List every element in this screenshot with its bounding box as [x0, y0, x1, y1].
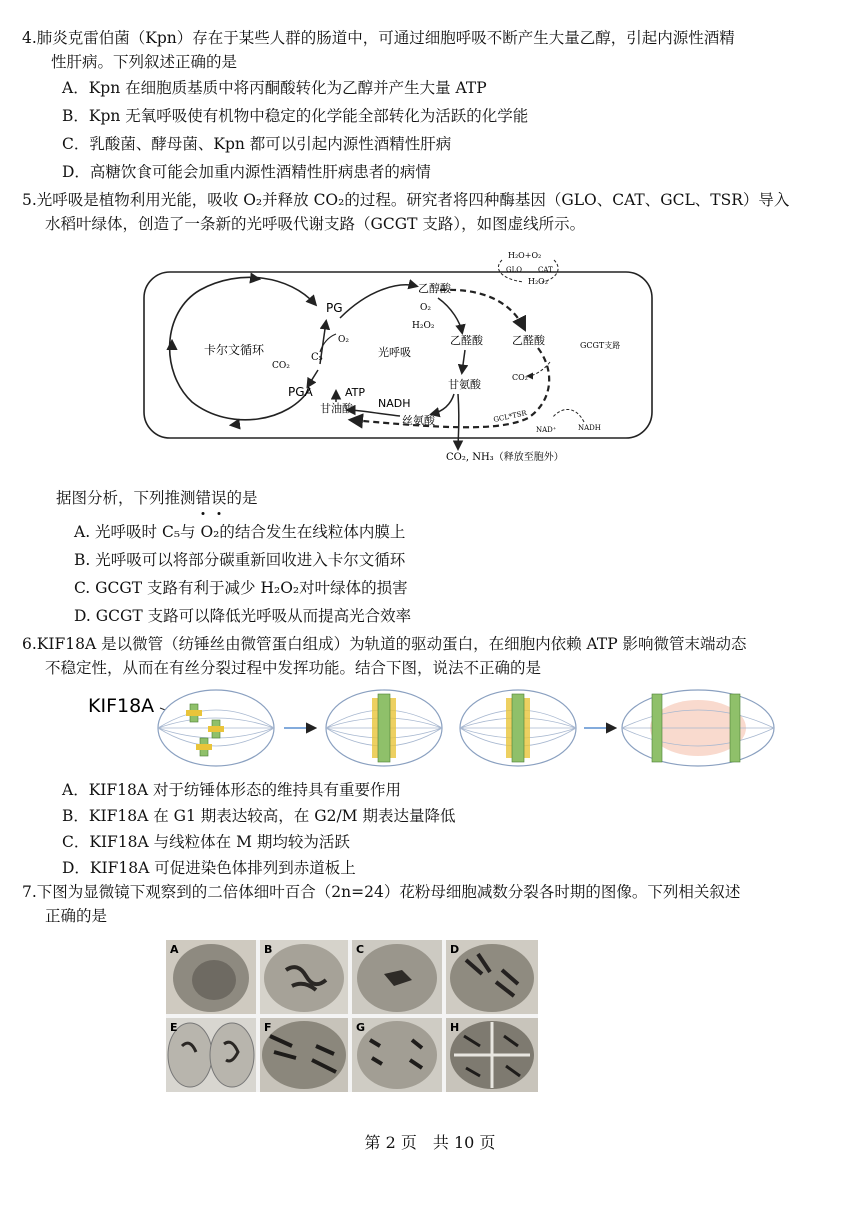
panel-e [166, 1018, 256, 1092]
cell-prophase [158, 690, 274, 766]
co2-label: CO₂ [272, 361, 290, 371]
q4-option-b: B．Kpn 无氧呼吸使有机物中稳定的化学能全部转化为活跃的化学能 [62, 107, 529, 125]
question-7 [22, 880, 842, 928]
q5-ask-post: 的是 [226, 489, 258, 507]
q5-ask-em2: 误 [211, 486, 227, 510]
q6-option-b: B．KIF18A 在 G1 期表达较高，在 G2/M 期表达量降低 [62, 807, 456, 825]
h2o-o2-label: H₂O+O₂ [508, 251, 542, 260]
o2-label: O₂ [338, 335, 349, 345]
q5-option-b: B. 光呼吸可以将部分碳重新回收进入卡尔文循环 [74, 551, 406, 569]
release-label: CO₂, NH₃（释放至胞外） [446, 452, 564, 463]
q5-ask-em1: 错 [196, 486, 212, 510]
cell-anaphase [622, 690, 774, 766]
co2b-label: CO₂ [512, 373, 528, 382]
q6-option-a: A．KIF18A 对于纺锤体形态的维持具有重要作用 [62, 781, 401, 799]
q6-stem-line1: 6.KIF18A 是以微管（纺锤丝由微管蛋白组成）为轨道的驱动蛋白，在细胞内依赖 ATP 影响微管末端动态 [22, 635, 747, 653]
panel-d-label: D [450, 943, 460, 956]
panel-a [166, 940, 256, 1014]
panel-c-label: C [356, 943, 365, 956]
panel-b-label: B [264, 943, 273, 956]
serine-label: 丝氨酸 [402, 414, 435, 427]
nadh2-label: NADH [578, 424, 601, 432]
q6-stem-line2: 不稳定性，从而在有丝分裂过程中发挥功能。结合下图，说法不正确的是 [45, 659, 542, 677]
panel-f [260, 1018, 348, 1092]
pga-label: PGA [288, 385, 313, 399]
panel-h [446, 1018, 538, 1092]
q4-stem-line1: 4.肺炎克雷伯菌（Kpn）存在于某些人群的肠道中，可通过细胞呼吸不断产生大量乙醇，引起内源性酒精 [22, 29, 735, 47]
question-6 [22, 632, 842, 680]
glo-label: GLO [506, 266, 522, 274]
q5-ask [56, 486, 258, 510]
q7-stem-line2: 正确的是 [45, 907, 108, 925]
glycerate-label: 甘油酸 [320, 402, 353, 415]
c5-label: C₅ [311, 352, 323, 363]
h2o2-label: H₂O₂ [412, 321, 435, 331]
atp-label: ATP [345, 386, 366, 399]
panel-a-label: A [170, 943, 179, 956]
q4-stem-line2: 性肝病。下列叙述正确的是 [51, 53, 238, 71]
cat-label: CAT [538, 266, 553, 274]
cell-metaphase-1 [326, 690, 442, 766]
q4-option-d: D．高糖饮食可能会加重内源性酒精性肝病患者的病情 [62, 163, 431, 181]
question-5 [22, 188, 842, 236]
o2b-label: O₂ [420, 303, 431, 313]
pg-label: PG [326, 301, 343, 315]
q6-option-c: C．KIF18A 与线粒体在 M 期均较为活跃 [62, 833, 350, 851]
page-footer: 第 2 页 共 10 页 [364, 1133, 496, 1152]
question-4-stem [22, 26, 842, 50]
q5-ask-pre: 据图分析，下列推测 [56, 489, 196, 507]
panel-e-label: E [170, 1021, 178, 1034]
nadplus-label: NAD⁺ [536, 426, 557, 434]
q6-option-d: D．KIF18A 可促进染色体排列到赤道板上 [62, 859, 356, 877]
gcl-tsr-label: GCL*TSR [492, 409, 528, 424]
calvin-label: 卡尔文循环 [204, 343, 265, 357]
q4-option-c: C．乳酸菌、酵母菌、Kpn 都可以引起内源性酒精性肝病 [62, 135, 452, 153]
q5-stem-line1: 5.光呼吸是植物利用光能，吸收 O₂并释放 CO₂的过程。研究者将四种酶基因（GLO、CAT、GCL、TSR）导入 [22, 191, 790, 209]
photorespiration-diagram [140, 242, 660, 468]
glycine-label: 甘氨酸 [448, 378, 481, 391]
panel-c [352, 940, 442, 1014]
q5-option-c: C. GCGT 支路有利于减少 H₂O₂对叶绿体的损害 [74, 579, 408, 597]
panel-f-label: F [264, 1021, 272, 1034]
glyoxylate2-label: 乙醛酸 [512, 334, 545, 347]
panel-g [352, 1018, 442, 1092]
question-4-stem-cont [22, 50, 842, 74]
glycolate-label: 乙醇酸 [418, 282, 451, 295]
micrograph-panels [166, 940, 538, 1092]
h2o2b-label: H₂O₂ [528, 277, 548, 286]
q7-stem-line1: 7.下图为显微镜下观察到的二倍体细叶百合（2n=24）花粉母细胞减数分裂各时期的图像。下列相关叙述 [22, 883, 741, 901]
micrograph-grid [166, 940, 538, 1092]
panel-d [446, 940, 538, 1014]
question-4 [22, 26, 842, 74]
q4-option-a: A．Kpn 在细胞质基质中将丙酮酸转化为乙醇并产生大量 ATP [62, 79, 487, 97]
cell-metaphase-2 [460, 690, 576, 766]
kif18a-label: KIF18A [88, 695, 155, 717]
q5-stem-line2: 水稻叶绿体，创造了一条新的光呼吸代谢支路（GCGT 支路），如图虚线所示。 [45, 215, 586, 233]
kif18a-diagram [86, 684, 786, 770]
panel-b [260, 940, 348, 1014]
gcgt-label: GCGT支路 [580, 341, 621, 350]
glyoxylate-label: 乙醛酸 [450, 334, 483, 347]
panel-h-label: H [450, 1021, 460, 1034]
q5-option-d: D. GCGT 支路可以降低光呼吸从而提高光合效率 [74, 607, 412, 625]
nadh-label: NADH [378, 397, 411, 410]
q5-option-a: A. 光呼吸时 C₅与 O₂的结合发生在线粒体内膜上 [74, 523, 406, 541]
panel-g-label: G [356, 1021, 366, 1034]
photoresp-label: 光呼吸 [378, 346, 411, 359]
